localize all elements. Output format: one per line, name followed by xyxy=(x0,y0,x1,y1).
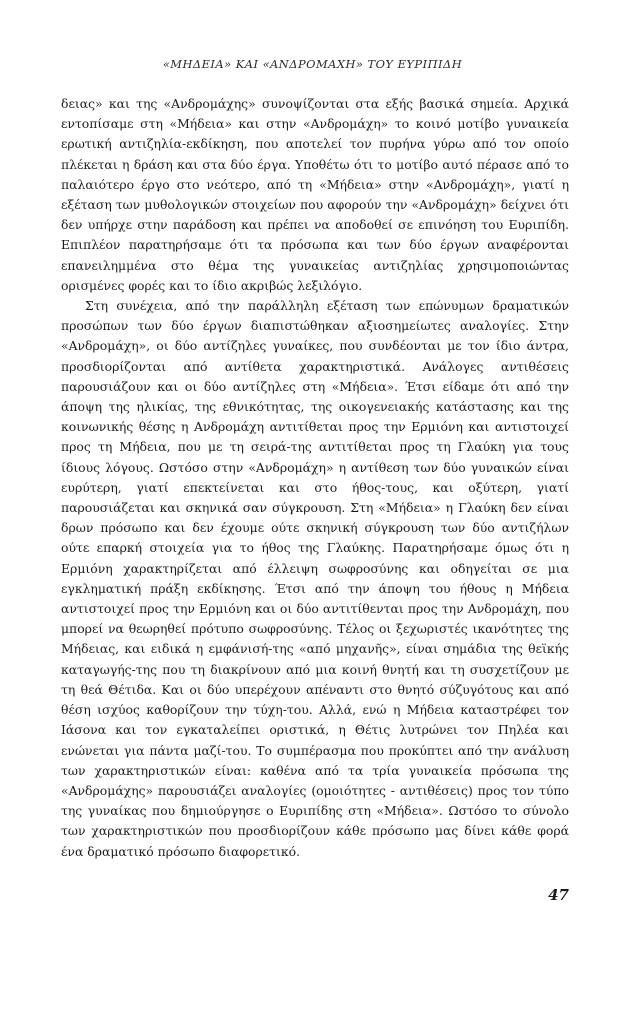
running-header: «ΜΗΔΕΙΑ» ΚΑΙ «ΑΝΔΡΟΜΑΧΗ» ΤΟΥ ΕΥΡΙΠΙΔΗ xyxy=(162,57,463,71)
paragraph-1: δειας» και της «Ανδρομάχης» συνοψίζονται στα εξής βασικά σημεία. Αρχικά εντοπίσαμε στη «Μήδεια» και στην «Ανδρομάχη» το κοινό μοτίβο γυναικεία ερωτική αντιζηλία-εκδίκηση, που αποτελεί τον πυρήνα γύρω από τον οποίο πλέκεται η δράση και στα δύο έργα. Υποθέτω ότι το μοτίβο αυτό πέρασε από το παλαιότερο έργο στο νεότερο, από τη «Μήδεια» στην «Ανδρομάχη», γιατί η εξέταση των μυθολογικών στοιχείων που αφορούν την «Ανδρομάχη» δείχνει ότι δεν υπήρχε στην παράδοση και πρέπει να αποδοθεί σε επινόηση του Ευριπίδη. Επιπλέον παρατηρήσαμε ότι τα πρόσωπα και των δύο έργων αναφέρονται επανειλημμένα στο θέμα της γυναικείας αντιζηλίας χρησιμοποιώντας ορισμένες φορές και το ίδιο ακριβώς λεξιλόγιο. xyxy=(61,96,569,293)
paragraph-2: Στη συνέχεια, από την παράλληλη εξέταση των επώνυμων δραματικών προσώπων των δύο έργων διαπιστώθηκαν αξιοσημείωτες αναλογίες. Στην «Ανδρομάχη», οι δύο αντίζηλες γυναίκες, που συνδέονται με τον ίδιο άντρα, προσδιορίζονται από αντίθετα χαρακτηριστικά. Ανάλογες αντιθέσεις παρουσιάζουν και οι δύο αντίζηλες στη «Μήδεια». Έτσι είδαμε ότι από την άποψη της ηλικίας, της εθνικότητας, της οικογενειακής κατάστασης και της κοινωνικής θέσης η Ανδρομάχη αντιτίθεται προς την Ερμιόνη και αντιστοιχεί προς τη Μήδεια, που με τη σειρά-της αντιτίθεται προς τη Γλαύκη για τους ίδιους λόγους. Ωστόσο στην «Ανδρομάχη» η αντίθεση των δύο γυναικών είναι ευρύτερη, γιατί επεκτείνεται και στο ήθος-τους, και οξύτερη, γιατί παρουσιάζεται και σκηνικά σαν σύγκρουση. Στη «Μήδεια» η Γλαύκη δεν είναι δρων πρόσωπο και δεν έχουμε ούτε σκηνική σύγκρουση των δύο αντιζήλων ούτε επαρκή στοιχεία για το ήθος της Γλαύκης. Παρατηρήσαμε όμως ότι η Ερμιόνη χαρακτηρίζεται από έλλειψη σωφροσύνης και οδηγείται σε μια εγκληματική πράξη εκδίκησης. Έτσι από την άποψη του ήθους η Μήδεια αντιστοιχεί προς την Ερμιόνη και οι δύο αντιτίθενται προς την Ανδρομάχη, που μπορεί να θεωρηθεί πρότυπο σωφροσύνης. Τέλος οι ξεχωριστές ικανότητες της Μήδειας, και ειδικά η εμφάνισή-της «από μηχανῆς», είναι σημάδια της θεϊκής καταγωγής-της που τη διακρίνουν από μια κοινή θνητή και τη συσχετίζουν με τη θεά Θέτιδα. Και οι δύο υπερέχουν απέναντι στο θνητό σύζυγότους και από θέση ισχύος καθορίζουν την τύχη-του. Αλλά, ενώ η Μήδεια καταστρέφει τον Ιάσονα και τον εγκαταλείπει οριστικά, η Θέτις λυτρώνει τον Πηλέα και ενώνεται για πάντα μαζί-του. Το συμπέρασμα που προκύπτει από την ανάλυση των χαρακτηριστικών είναι: καθένα από τα τρία γυναικεία πρόσωπα της «Ανδρομάχης» παρουσιάζει αναλογίες (ομοιότητες - αντιθέσεις) προς τον τύπο της γυναίκας που δημιούργησε ο Ευριπίδης στη «Μήδεια». Ωστόσο το σύνολο των χαρακτηριστικών που προσδιορίζουν κάθε πρόσωπο μας δίνει κάθε φορά ένα δραματικό πρόσωπο διαφορετικό. xyxy=(61,298,569,859)
page-number: 47 xyxy=(548,886,569,904)
body-text xyxy=(61,94,569,862)
